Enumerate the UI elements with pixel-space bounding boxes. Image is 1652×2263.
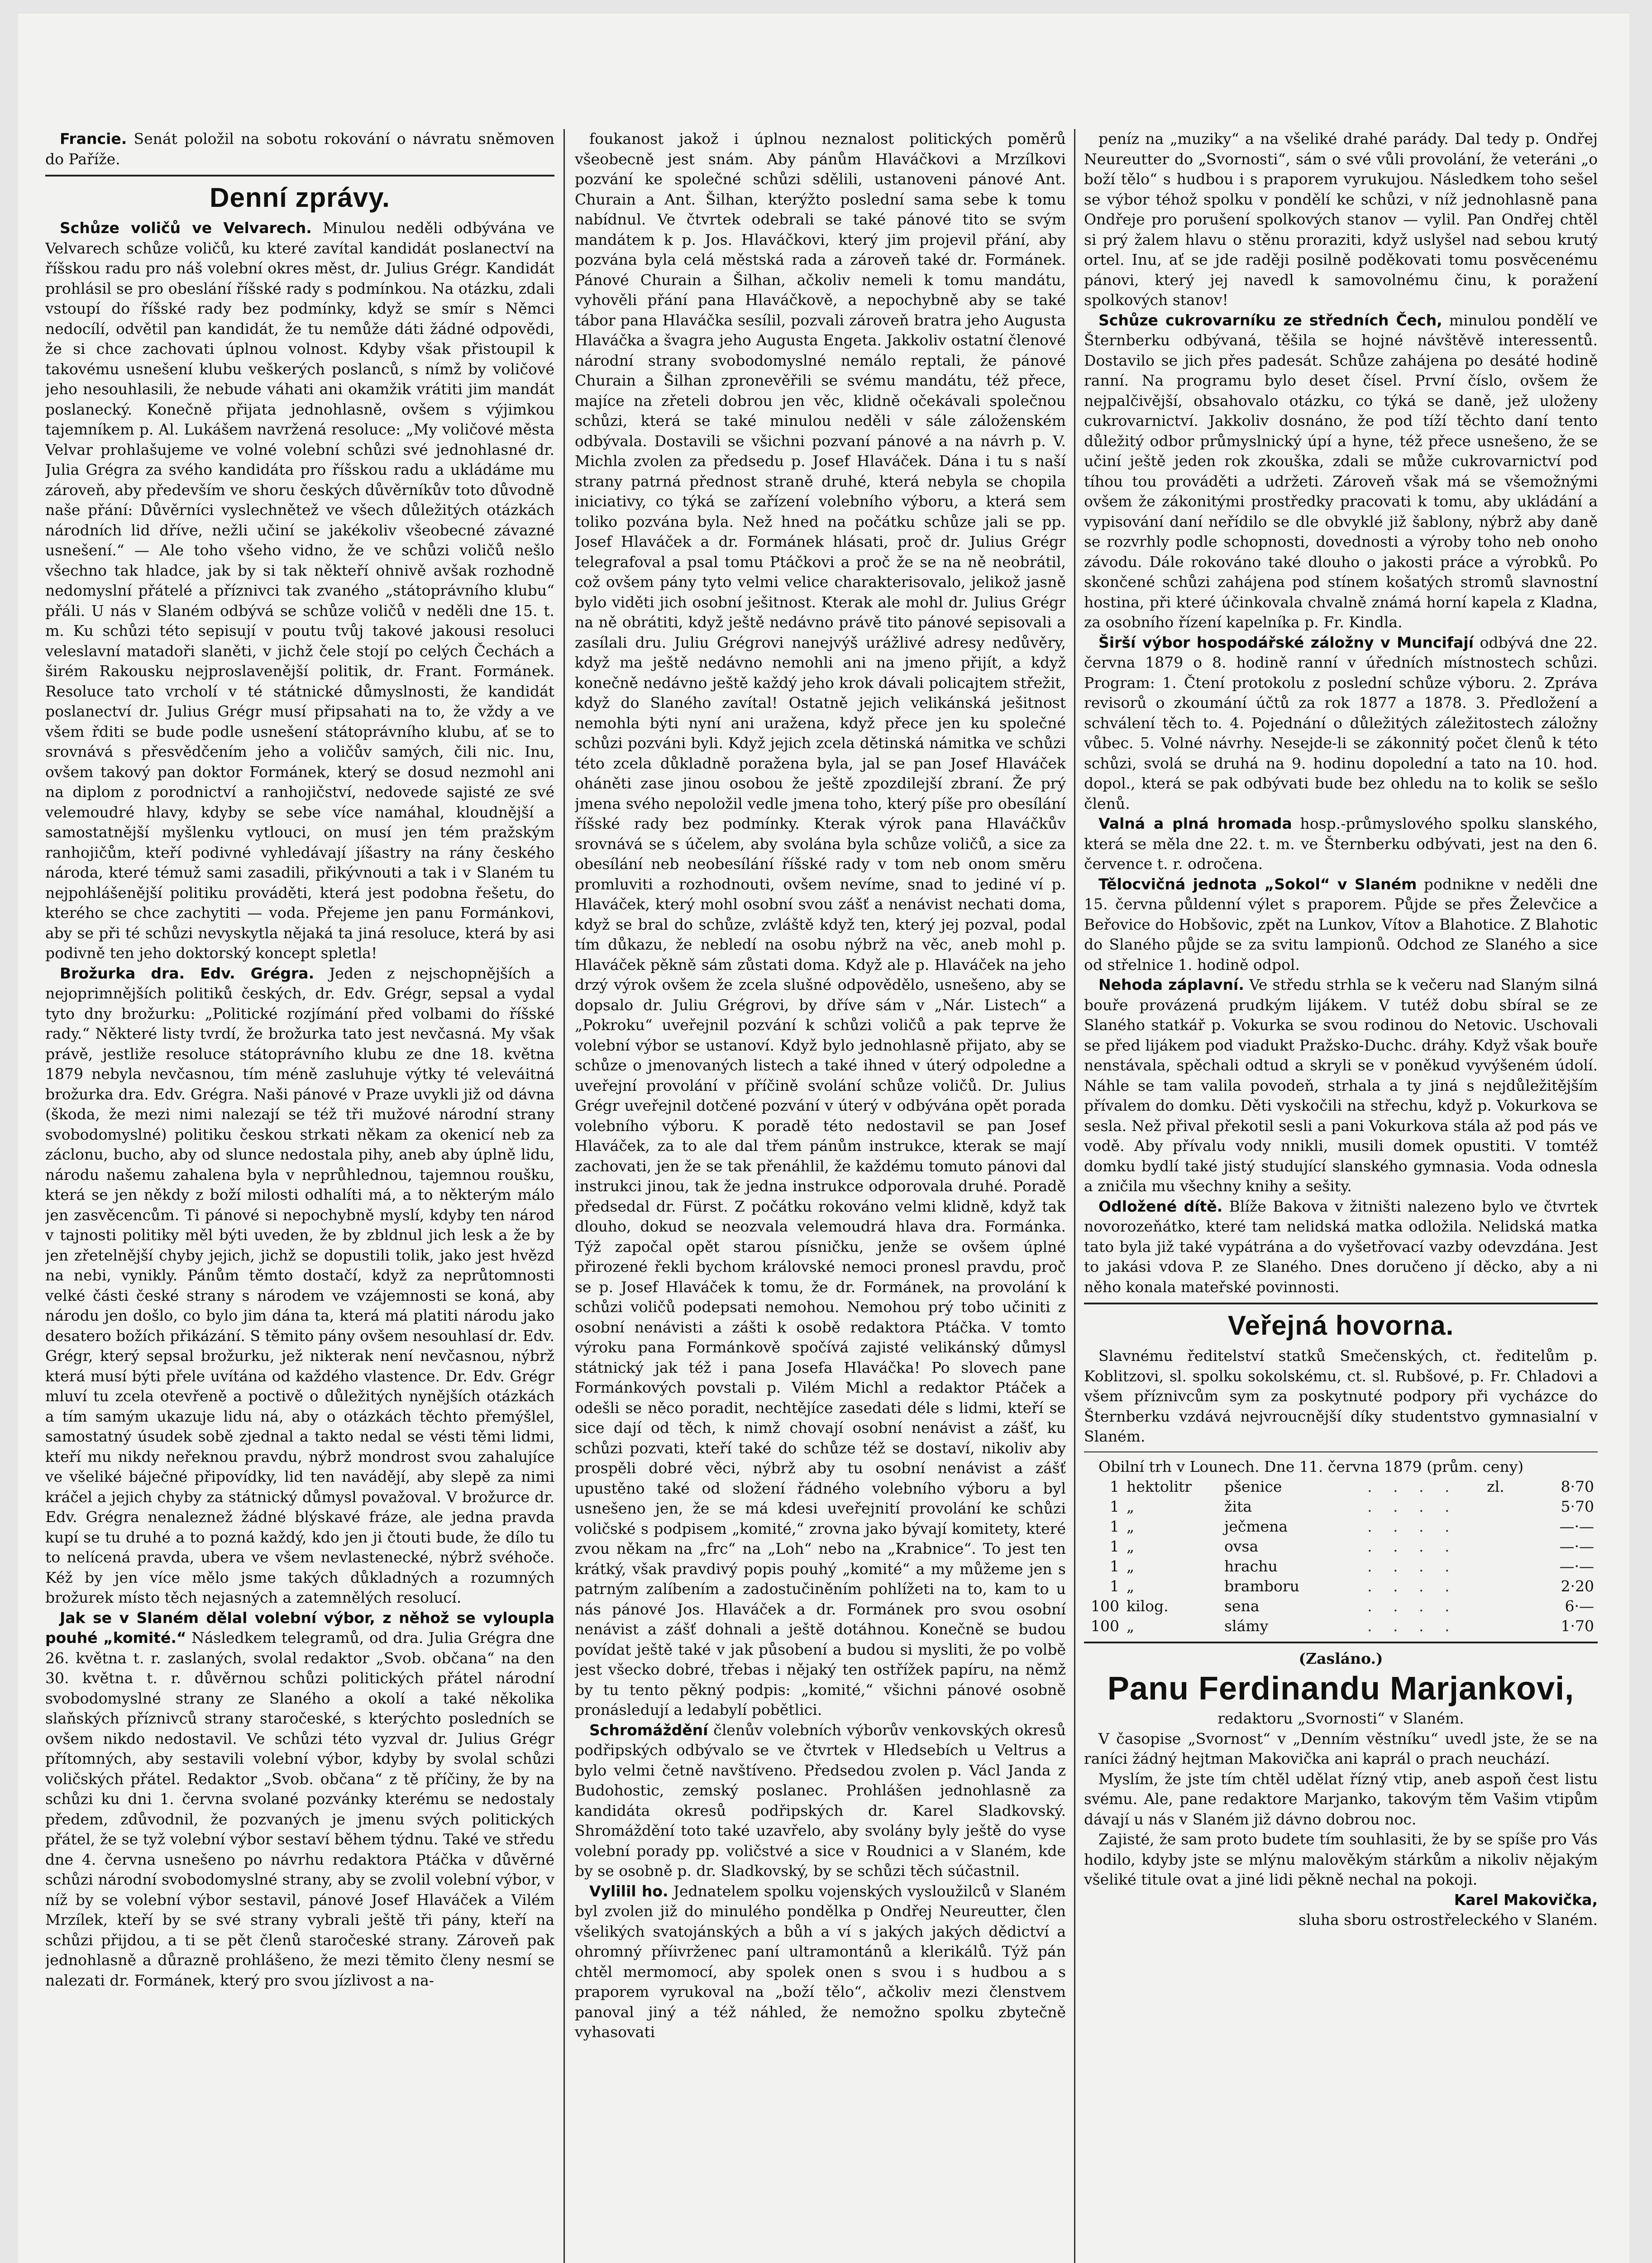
addressee-title: redaktoru „Svornosti“ v Slaném. <box>1218 1709 1464 1727</box>
paragraph-text: minulou pondělí ve Šternberku odbývaná, těšila se hojné návštěvě interessentů. Dostavilo se jich přes padesát. Schůze zahájena po desáté hodině ranní. Na programu bylo deset čísel. První číslo, ovšem že nejpalčivější, obsahovalo otázku, co týká se daně, jež uloženy cukrovarnictví. Jakkoliv dosnáno, že pod tíží těchto daní tento důležitý odbor průmyslnický úpí a hyne, též přece usnešeno, že se učiní ještě jeden rok zkouška, zdali se může cukrovarnictví pod tíhou tou prováděti a udržeti. Zároveň však má se všemožnými ovšem že zákonitými prostředky pracovati k tomu, aby ukládání a vypisování daní neřídilo se dle obvyklé již šablony, nýbrž aby daně se rozvrhly podle schopnosti, dovednosti a výroby toho neb onoho závodu. Dále rokováno také dlouho o jakosti práce a výrobků. Po skončené schůzi zahájena pod stínem košatých stromů slavnostní hostina, při které účinkovala chvalně známá horní kapela z Kladna, za osobního řízení kapelníka p. Fr. Kindla. <box>1084 311 1598 631</box>
price-dots: . . . . <box>1367 1477 1458 1495</box>
price-dots: . . . . <box>1367 1617 1458 1635</box>
divider <box>1084 1451 1598 1452</box>
zaslano-paragraph: Zajisté, že sam proto budete tím souhlasiti, že by se spíše pro Vás hodilo, kdyby jste se mlýnu malověkým stárkům a nikoliv nějakým všeliké titule ovat a jiné lidi pěkně nechal na pokoji. <box>1084 1830 1598 1888</box>
news-paragraph <box>1084 814 1598 874</box>
run-head: Schromáždění <box>589 1721 708 1739</box>
price-item: hrachu <box>1224 1557 1278 1575</box>
news-paragraph <box>1084 874 1598 975</box>
column-rule <box>1074 129 1075 2263</box>
price-currency <box>1483 1576 1514 1596</box>
price-item: ječmena <box>1224 1517 1288 1535</box>
price-item: žita <box>1224 1497 1252 1515</box>
run-head: Brožurka dra. Edv. Grégra. <box>60 964 315 982</box>
zaslano-label: (Zasláno.) <box>1299 1649 1383 1667</box>
zaslano-paragraph: V časopise „Svornost“ v „Denním věstníku“ uvedl jste, že se na raníci žádný hejtman Makovička ani kaprál o prach neuchází. <box>1084 1729 1598 1767</box>
price-row <box>1084 1576 1598 1596</box>
price-value: 8·70 <box>1561 1477 1594 1495</box>
price-value: 5·70 <box>1561 1497 1594 1515</box>
run-head: Tělocvičná jednota „Sokol“ v Slaném <box>1098 875 1417 893</box>
signature-name: Karel Makovička, <box>1454 1891 1598 1909</box>
divider <box>1084 1303 1598 1304</box>
price-value: 1·70 <box>1561 1617 1594 1635</box>
price-qty: 1 <box>1110 1557 1119 1575</box>
price-currency <box>1483 1537 1514 1556</box>
paragraph-text: odbývá dne 22. června 1879 o 8. hodině ranní v úředních místnostech schůzi. Program: 1. Čtení protokolu z poslední schůze výboru. 2. Zpráva revisorů o zkoumání účtů za rok 1877 a 1878. 3. Předložení a schválení těch to. 4. Pojednání o důležitých záležitostech záložny vůbec. 5. Volné návrhy. Nesejde-li se zákonnitý počet členů k této schůzi, svolá se druhá na 9. hodinu dopolední a tato na 10. hod. dopol., která se pak odbývati bude bez ohledu na to kolik se sešlo členů. <box>1084 633 1598 812</box>
price-qty: 1 <box>1110 1577 1119 1595</box>
price-item: bramboru <box>1224 1577 1299 1595</box>
section-title: Veřejná hovorna. <box>1227 1310 1454 1341</box>
news-paragraph <box>575 129 1066 1720</box>
column-1 <box>45 129 554 2263</box>
zaslano-body <box>1084 1729 1598 1890</box>
section-title: Denní zprávy. <box>210 182 390 213</box>
price-unit: hektolitr <box>1127 1477 1192 1495</box>
price-currency: zl. <box>1487 1477 1504 1495</box>
price-unit: „ <box>1127 1537 1135 1555</box>
paragraph-text: foukanost jakož i úplnou neznalost politických poměrů všeobecně jest snám. Aby pánům Hlaváčkovi a Mrzílkovi pozvání ke společné schůzi sdělili, ustanoveni pánové Ant. Churain a Ant. Šilhan, kterýžto poslední sama sebe k tomu nabídnul. Ve čtvrtek odebrali se také pánové tito se svým mandátem k p. Jos. Hlaváčkovi, který jim projevil přání, aby pozvána byla celá městská rada a zároveň také dr. Formánek. Pánové Churain a Šilhan, ačkoliv nemeli k tomu mandátu, vyhověli přání pana Hlaváčkově, a nepochybně aby se také tábor pana Hlaváčka sesílil, pozvali zároveň bratra jeho Augusta Hlaváčka a švagra jeho Augusta Engeta. Jakkoliv ostatní členové národní strany svobodomyslné nemálo reptali, že pánové Churain a Šilhan zpronevěřili se svému mandátu, též přece, majíce na zřeteli dobrou jen věc, klidně očekávali společnou schůzi, která se také minulou neděli v sále záloženském odbývala. Dostavili se všichni pozvaní pánové a na návrh p. V. Michla zvolen za předsedu p. Josef Hlaváček. Dána i tu s naší strany patrná přednost straně druhé, která nebyla se chopila iniciativy, co týká se zařízení volebního výboru, a která sem toliko pozvána byla. Než hned na počátku schůze jali se pp. Josef Hlaváček a dr. Formánek hlásati, proč dr. Julius Grégr telegrafoval a psal tomu Ptáčkovi a proč že se na ně neobrátil, což ovšem pány tyto velmi velice charakterisovalo, jelikož jasně bylo viděti jich osobní ješitnost. Kterak ale mohl dr. Julius Grégr na ně obrátiti, když ještě nedávno právě tito pánové sepisovali a zasílali dru. Juliu Grégrovi nanejvýš urážlivé adresy nedůvěry, když ma ještě nedávno nemohli ani na jmeno přijít, a když konečně nedávno ještě každý jeho krok dávali policajtem střežit, když do Slaného zavítal! Ostatně jejich velikánská ješitnost nemohla býti nyní ani uražena, když přece jen ku společné schůzi pozváni byli. Když jejich zcela dětinská námitka ve schůzi této zcela důkladně poražena byla, jal se pan Josef Hlaváček oháněti zase jinou osobou že ještě zpozdilejší zbraní. Že prý jmena svého nepoložil vedle jmena toho, který píše pro obesílání říšské rady bez podmínky. Kterak výrok pana Hlaváčkův srovnává se s účelem, aby svolána byla schůze voličů, a sice za obesílání neb neobesílání říšské rady v tom neb onom směru promluviti a rozhodnouti, ovšem nevíme, snad to jediné ví p. Hlaváček, který mohl osobní svou zášť a nenávist nechati doma, když se bral do schůze, zvláště když ten, který jej pozval, podal tím důkazu, že nebledí na osobu nýbrž na věc, aneb mohl p. Hlaváček pěkně sám zůstati doma. Když ale p. Hlaváček na jeho drzý výrok ovšem že zcela slušné odpovědělo, usnešeno, aby se dopsalo dr. Juliu Grégrovi, by dříve sám v „Nár. Listech“ a „Pokroku“ uveřejnil pozvání k schůzi voličů a pak teprve že volební výbor se ustanoví. Když bylo jednohlasně přijato, aby se schůze o jmenovaných listech a také ihned v úterý odpoledne a uveřejní provolání v příčině svolání schůze voličů. Dr. Julius Grégr uveřejnil dotčené pozvání v úterý v odbývána opět porada volebního výboru. K poradě této nedostavil se pan Josef Hlaváček, za to ale dal třem pánům instrukce, kterak se mají zachovati, jen že se tak přenáhlil, že každému tomuto pánovi dal instrukci jinou, tak že jedna instrukce odporovala druhé. Poradě předsedal dr. Fürst. Z počátku rokováno velmi klidně, když tak dlouho, dokud se neozvala velemoudrá hlava dra. Formánka. Týž započal opět starou písničku, jenže se ovšem úplné přirozené řekli bychom královské nemoci pronesl pravdu, proč se p. Josef Hlaváček k tomu, že dr. Formánek, na provolání k schůzi voličů podepsati nemohou. Nemohou prý tobo učiniti z osobní nenávisti a zášti k osobě redaktora Ptáčka. V tomto výroku pana Formánkově spočívá zajisté velikánský důmysl státnický jak též i pana Josefa Hlaváčka! Po slovech pane Formánkových povstali p. Vilém Michl a redaktor Ptáček a odešli se něco poradit, nechtějíce zasedati déle s lidmi, kteří se sice dají od těch, k nimž chovají osobní nenávist a zášť, ku schůzi pozvati, kteří také do schůze též se dostaví, nikoliv aby prospěli dobré věci, nýbrž aby tu osobní nenávist a zášť upustěno také od složení řádného volebního výboru a byl usnešeno jen, že se má kdesi uveřejnití provolání ke schůzi voličské s podpisem „komité,“ zrovna jako bývají komitety, které zvou někam na „frc“ na „Loh“ nebo na „Krabnice“. To jest ten krátký, však pravdivý popis pouhý „komité“ a my můžeme jen s patrným zalíbením a zadostučiněním pohlížeti na to, kam to u nás pánové Jos. Hlaváček a dr. Formánek pro svou osobní nenávist a zášť dohnali a ještě dotáhnou. Konečně se budou povídat ještě také v jak působení a budou si mysliti, že po volbě jest všecko dobré, třebas i nějaký ten ostřížek papíru, na němž by tu tento pěkný podpis: „komité,“ všichni pánové osobně pronásledují a ledabylí pobětlici. <box>575 130 1066 1719</box>
column-rule <box>563 129 565 2263</box>
zaslano-paragraph: Myslím, že jste tím chtěl udělat řízný vtip, aneb aspoň čest listu svému. Ale, pane redaktore Marjanko, takovým těm Vašim vtipům dávají u nás v Slaném již dávno dobrou noc. <box>1084 1770 1598 1828</box>
paragraph-text: hosp.-průmyslového spolku slanského, která se měla dne 22. t. m. ve Šternberku odbývati, jest na den 6. července t. r. odročena. <box>1084 815 1598 873</box>
price-dots: . . . . <box>1367 1537 1458 1555</box>
price-unit: „ <box>1127 1517 1135 1535</box>
price-item: slámy <box>1224 1617 1269 1635</box>
price-row <box>1084 1517 1598 1537</box>
run-head: Francie. <box>60 130 127 148</box>
price-dots: . . . . <box>1367 1517 1458 1535</box>
price-value: —·— <box>1559 1557 1594 1575</box>
price-qty: 1 <box>1110 1517 1119 1535</box>
news-paragraph <box>1084 975 1598 1197</box>
paragraph-text: podnikne v neděli dne 15. června půldenní výlet s praporem. Půjde se přes Želevčice a Beřovice do Hobšovic, zpět na Lunkov, Vítov a Blahotice. Z Blahotic do Slaného půjde se za svitu lampionů. Odchod ze Slaného a sice od střelnice 1. hodině odpol. <box>1084 875 1598 974</box>
price-qty: 1 <box>1110 1497 1119 1515</box>
price-currency <box>1483 1517 1514 1537</box>
price-qty: 100 <box>1091 1617 1119 1635</box>
price-value: 6·— <box>1565 1597 1594 1615</box>
price-table-title: Obilní trh v Lounech. Dne 11. června 1879 (prům. ceny) <box>1098 1457 1524 1475</box>
price-item: ovsa <box>1224 1537 1259 1555</box>
run-head: Nehoda záplavní. <box>1098 976 1244 993</box>
paragraph-text: Jednatelem spolku vojenských vysloužilců v Slaném byl zvolen již do minulého pondělka p Ondřej Neureutter, člen všelikých svatojánských a bůh a ví s jakých jakých dědictví a ohromný příivrženec paní ultramontánů a klerikálů. Týž pán chtěl mermomocí, aby spolek onen s svou i s hudbou a s praporem vyrukoval na „boží tělo“, ačkoliv mezi členstvem panoval jiný a též náhled, že nemožno spolku zbytečně vyhasovati <box>575 1882 1066 2041</box>
newspaper-page <box>18 14 1629 2263</box>
run-head: Širší výbor hospodářské záložny v Muncifají <box>1098 633 1474 651</box>
paragraph-text: Následkem telegramů, od dra. Julia Grégra dne 26. května t. r. zaslaných, svolal redaktor „Svob. občana“ na den 30. května t. r. důvěrnou schůzi politických přátel národní svobodomyslné strany ze Slaného a okolí a také několika slaňských příznivců strany staročeské, s kterýchto posledních se ovšem nikdo nedostavil. Ve schůzi této vyzval dr. Julius Grégr přítomných, aby sestavili volební výbor, kdyby by svolal schůzi voličských přátel. Redaktor „Svob. občana“ z tě příčiny, že by na schůzi ku dni 1. června svolané pozvánky kterému se nedostaly předem, zdůvodnil, že pozvaných je jmenu svých politických přátel, že se tyž volební výbor sestaví během týdnu. Také ve středu dne 4. června usnešeno po návrhu redaktora Ptáčka v důvěrné schůzi národní svobodomyslné strany, aby se zvolil volební výbor, v níž by se volební výbor sestavil, pánové Josef Hlaváček a Vilém Mrzílek, kteří by se své strany vybrali ještě tři pány, kteří na schůzi přijdou, a ti se pět členů staročeské strany. Zároveň pak jednohlasně a důrazně prohlášeno, že mezi těmito členy nesmí se nalezati dr. Formánek, který pro svou jízlivost a na- <box>45 1629 554 1989</box>
price-currency <box>1483 1497 1514 1517</box>
price-currency <box>1483 1616 1514 1636</box>
run-head: Schůze cukrovarníku ze středních Čech, <box>1098 311 1442 329</box>
paragraph-text: Jeden z nejschopnějších a nejoprimnějších politiků českých, dr. Edv. Grégr, sepsal a vydal tyto dny brožurku: „Politické rozjímání před volbami do říšské rady.“ Některé listy tvrdí, že brožurka tato jest nevčasná. My však právě, jestliže resoluce státoprávního klubu ze dne 18. května 1879 nebyla nevčasnou, tím méně zasluhuje výtky té veleváitná brožurka dra. Edv. Grégra. Naši pánové v Praze uvykli již od dávna (škoda, že mezi nimi nalezají se též tři mužové národní strany svobodomyslné) politiku českou strkati někam za okenicí neb za záclonu, bucho, aby od slunce nedostala pihy, aneb aby úplně lidu, národu našemu zahalena byla v neprůhlednou, tajemnou roušku, která se jen někdy z boží milosti odhalíti má, a to některým málo jen zasvěcencům. Ti pánové si nepochybně myslí, kdyby ten národ v tajnosti politiky měl býti uveden, že by zbldnul jich lesk a že by jen zřetelnější chyby jejich, jichž se dopustili tolik, jako jest hvězd na nebi, vynikly. Pánům těmto dostačí, když za neprůtomnosti velké části české strany s národem ve vzájemnosti se koná, aby národu jen došlo, co bylo jim dána ta, která má platiti národu jako desatero božích přikázání. S těmito pány ovšem nesouhlasí dr. Edv. Grégr, který sepsal brožurku, jež nikterak není nevčasnou, nýbrž která musí býti přele uvítána od každého vlastence. Dr. Edv. Grégr mluví tu zcela otevřeně a poctivě o důležitých nynějších otázkách a tím samým ukazuje lidu ná, aby o otázkách těchto přemýšlel, samostatný úsudek sobě zjednal a takto nedal se vésti těmi lidmi, kteří mu nikdy neřeknou pravdu, nýbrž mondrost svou zahalujíce ve všeliké báječné připovídky, lid ten navádějí, aby slepě za nimi kráčel a jejich chyby za státnický důmysl považoval. V brožurce dr. Edv. Grégra nenaleznež žádné blýskavé fráze, ale jedna pravda kupí se tu druhé a to pozná každý, kdo jen ji čtouti bude, že dílo tu to nelícená pravda, ubera ve všem nevlastenecké, nýbrž svéhoče. Kéž by jen více mělo jsme takých důkladných a rozumných brožurek místo těch nejasných a zatemnělých resolucí. <box>45 964 554 1606</box>
news-paragraph <box>45 964 554 1608</box>
news-paragraph <box>1084 129 1598 310</box>
addressee-prefix: Panu <box>1107 1671 1189 1707</box>
price-dots: . . . . <box>1367 1557 1458 1575</box>
price-unit: „ <box>1127 1577 1135 1595</box>
price-value: 2·20 <box>1561 1577 1594 1595</box>
addressee-full-name: Ferdinandu Marjankovi, <box>1198 1671 1575 1707</box>
paragraph-text: Minulou neděli odbývána ve Velvarech schůze voličů, ku které zavítal kandidát poslanectví na říšskou radu pro náš volební okres měst, dr. Julius Grégr. Kandidát prohlásil se pro obeslání říšské rady s podmínkou. Na otázku, zdali vstoupí do říšské rady bez podmínky, když se smír s Němci nedocílí, odvětil pan kandidát, že tu nemůže dáti žádné odpovědi, že si chce zachovati úplnou volnost. Kdyby však přistoupil k takovému usnešení klubu veškerých poslanců, s nímž by voličové jeho nesouhlasili, že nebude váhati ani okamžik vrátiti jim mandát poslanecký. Konečně přijata jednohlasně, ovšem s výjimkou tajemníkem p. Al. Lukášem navržená resoluce: „My voličové města Velvar prohlašujeme ve volné volební schůzi své jednohlasné dr. Julia Grégra za svého kandidáta pro říšskou radu a ukládáme mu zároveň, aby především ve shoru českých důvěrníkův toto důvodně naše přání: Důvěrníci vyslechnětež ve všech důležitých otázkách národních lid dříve, nežli učiní se jakékoliv všeobecné závazné usnešení.“ — Ale toho všeho vidno, že ve schůzi voličů nešlo všechno tak hladce, jak by si tak někteří ohnivě avšak rozhodně nedomyslní přátelé a příznivci tak zvaného „státoprávního klubu“ přáli. U nás v Slaném odbývá se schůze voličů v neděli dne 15. t. m. Ku schůzi této sepisují v poutu tvůj takové jakousi resoluci veleslavní matadoři slaněti, v jichž čele stojí po celých Čechách a širém Rakousku nejproslavenější politik, dr. Frant. Formánek. Resoluce tato vrcholí v té státnické důmyslnosti, že kandidát poslanectví dr. Julius Grégr musí připsahati na to, že vždy a ve všem řditi se bude podle usnešení státoprávního klubu, ať se to srovnává s přesvědčením jeho a voličův samých, čili nic. Inu, ovšem takový pan doktor Formánek, který se dosud nezmohl ani na diplom z porodnictví a ranhojičství, nedovede sajisté ze své velemoudré hlavy, kdyby se sebe více namáhal, kloudnější a samostatnější myšlenku vytlouci, on musí jen tém pražským ranhojičům, kteří podivné vyhledávají jíšastry na rány českého národa, které témuž sami zasadili, přikývnouti a tak i v Slaném tu nejpohlášenější politiku prováděti, která jest podobna řešetu, do kterého se chce zachytiti — voda. Přejeme jen panu Formánkovi, aby se při té schůzi nevyskytla nějaká ta jiná resoluce, která by asi podivně ten jeho doktorský koncept spletla! <box>45 219 554 962</box>
price-row <box>1084 1596 1598 1616</box>
paragraph-text: peníz na „muziky“ a na všeliké drahé parády. Dal tedy p. Ondřej Neureutter do „Svornosti“, sám o své vůli provolání, že veteráni „o boží tělo“ s hudbou i s praporem vyrukujou. Následkem toho sešel se výbor téhož spolku v pondělí ke schůzi, v níž jednohlasně pana Ondřeje pro porušení spolkových stanov — vylil. Pan Ondřej chtěl si prý žalem hlavu o stěnu proraziti, když uslyšel nad sebou krutý ortel. Inu, ať se jde raději posilně poděkovati tomu posvěcenému pánovi, který jej navedl k samovolnému činu, k poražení spolkových stanov! <box>1084 130 1598 309</box>
news-items <box>45 218 554 1991</box>
price-currency <box>1483 1596 1514 1616</box>
news-paragraph <box>45 1608 554 1991</box>
price-currency <box>1483 1556 1514 1576</box>
divider <box>1084 1642 1598 1643</box>
column-3 <box>1084 129 1598 2263</box>
thanks-notice: Slavnému ředitelství statků Smečenských, ct. ředitelům p. Koblitzovi, sl. spolku sokolskému, ct. sl. Rubšové, p. Fr. Chladovi a všem příznivcům sym za poskytnuté podpory při vycházce do Šternberku vzdává nejvroucnější díky studentstvo gymnasialní v Slaném. <box>1084 1347 1598 1445</box>
news-paragraph <box>1084 633 1598 814</box>
price-qty: 100 <box>1091 1597 1119 1615</box>
price-table <box>1084 1477 1598 1636</box>
price-dots: . . . . <box>1367 1597 1458 1615</box>
price-row <box>1084 1497 1598 1517</box>
price-row <box>1084 1477 1598 1497</box>
paragraph-text: Senát položil na sobotu rokování o návratu sněmoven do Paříže. <box>45 130 554 168</box>
price-row <box>1084 1616 1598 1636</box>
price-dots: . . . . <box>1367 1497 1458 1515</box>
divider <box>45 175 554 177</box>
signature-title: sluha sboru ostrostřeleckého v Slaném. <box>1298 1911 1598 1929</box>
news-paragraph <box>1084 1197 1598 1298</box>
price-value: —·— <box>1559 1517 1594 1535</box>
paragraph-text: Ve středu strhla se k večeru nad Slaným silná bouře provázená prudkým lijákem. V tutéž dobu sbíral se ze Slaného statkář p. Vokurka se svou rodinou do Netovic. Uschovali se před lijákem pod viadukt Pražsko-Duchc. dráhy. Když však bouře nenstávala, spěchali odtud a skryli se v poněkud vyvýšeném údolí. Náhle se tam valila povodeň, strhala a ty jiná s nejdůležitějším přívalem do domku. Děti vyskočili na střechu, když p. Vokurkova se sesla. Než přival překotil sesli a pani Vokurkova stála až pod pás ve vodě. Aby přívalu vody nnikli, musili domek opustiti. V tomtéž domku bydlí také jistý studující slanského gymnasia. Voda odnesla a zničila mu všechny knihy a sešity. <box>1084 976 1598 1195</box>
price-qty: 1 <box>1110 1477 1119 1495</box>
column-2 <box>575 129 1066 2263</box>
price-unit: „ <box>1127 1617 1135 1635</box>
price-unit: „ <box>1127 1497 1135 1515</box>
run-head: Vylilil ho. <box>589 1882 668 1900</box>
news-paragraph <box>575 1881 1066 2043</box>
price-item: sena <box>1224 1597 1260 1615</box>
run-head: Jak se v Slaném dělal volební výbor, z něhož se vyloupla pouhé „komité.“ <box>45 1609 554 1647</box>
price-item: pšenice <box>1224 1477 1282 1495</box>
price-value: —·— <box>1559 1537 1594 1555</box>
run-head: Odložené dítě. <box>1098 1197 1223 1215</box>
run-head: Valná a plná hromada <box>1098 815 1292 832</box>
news-items <box>1084 129 1598 1297</box>
intro-paragraph <box>45 129 554 169</box>
addressee-name <box>1084 1669 1598 1709</box>
price-unit: „ <box>1127 1557 1135 1575</box>
price-dots: . . . . <box>1367 1577 1458 1595</box>
news-paragraph <box>575 1720 1066 1881</box>
news-paragraph <box>45 218 554 964</box>
price-qty: 1 <box>1110 1537 1119 1555</box>
price-row <box>1084 1537 1598 1556</box>
run-head: Schůze voličů ve Velvarech. <box>60 219 312 237</box>
price-row <box>1084 1556 1598 1576</box>
price-unit: kilog. <box>1127 1597 1169 1615</box>
paragraph-text: členův volebních výborův venkovských okresů podřipských odbývalo se ve čtvrtek v Hledsebích u Veltrus a bylo velmi četně navštíveno. Předsedou zvolen p. Václ Janda z Budohostic, zemský poslanec. Prohlášen jednohlasně za kandidáta okresů podřipských dr. Karel Sladkovský. Shromáždění toto také uzavřelo, aby svolány byly ještě do vyse volební porady pp. voličstvé a sice v Roudnici a v Slaném, kde by se osobně p. dr. Sladkovský, by se schůzi těch súčastnil. <box>575 1721 1066 1880</box>
news-paragraph <box>1084 310 1598 633</box>
paragraph-text: Blíže Bakova v žitništi nalezeno bylo ve čtvrtek novorozeňátko, které tam nelidská matka odložila. Nelidská matka tato byla již také vypátrána a do vyšetřovací vazby odevzdána. Jest to jakási vdova P. ze Slaného. Dnes doručeno jí děcko, aby a ni něho konala mateřské povinnosti. <box>1084 1197 1598 1296</box>
